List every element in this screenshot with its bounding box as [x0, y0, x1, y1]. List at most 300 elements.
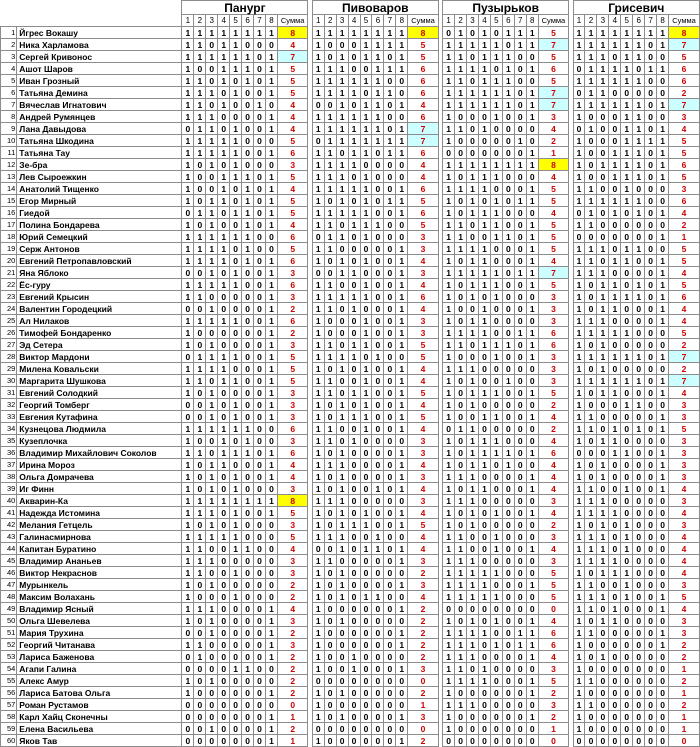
score-cell: 1	[455, 675, 467, 687]
score-cell: 0	[324, 411, 336, 423]
table-row	[1, 735, 700, 747]
score-cell: 1	[621, 399, 633, 411]
score-cell: 0	[182, 651, 194, 663]
score-cell: 0	[254, 651, 266, 663]
score-cell: 0	[526, 315, 538, 327]
score-sum: 2	[669, 87, 700, 99]
score-cell: 0	[597, 723, 609, 735]
table-row	[1, 147, 700, 159]
score-cell: 1	[597, 519, 609, 531]
score-cell: 1	[455, 495, 467, 507]
score-cell: 1	[573, 423, 585, 435]
score-cell: 1	[467, 267, 479, 279]
score-cell: 0	[621, 363, 633, 375]
score-cell: 0	[633, 231, 645, 243]
score-cell: 0	[455, 135, 467, 147]
score-cell: 0	[621, 303, 633, 315]
score-cell: 0	[194, 459, 206, 471]
score-cell: 1	[182, 471, 194, 483]
score-cell: 1	[443, 327, 455, 339]
score-cell: 1	[490, 591, 502, 603]
score-cell: 0	[254, 75, 266, 87]
score-cell: 1	[182, 255, 194, 267]
score-cell: 1	[573, 195, 585, 207]
score-cell: 1	[455, 639, 467, 651]
score-cell: 0	[230, 303, 242, 315]
score-cell: 1	[467, 255, 479, 267]
score-cell: 0	[597, 135, 609, 147]
score-cell: 1	[194, 315, 206, 327]
score-cell: 0	[514, 483, 526, 495]
score-cell: 0	[609, 687, 621, 699]
score-cell: 0	[514, 99, 526, 111]
score-cell: 0	[348, 555, 360, 567]
score-cell: 0	[645, 483, 657, 495]
score-cell: 1	[324, 435, 336, 447]
score-cell: 0	[490, 735, 502, 747]
table-row	[1, 387, 700, 399]
score-cell: 1	[443, 459, 455, 471]
score-cell: 0	[336, 219, 348, 231]
score-cell: 0	[478, 195, 490, 207]
score-cell: 0	[384, 615, 396, 627]
score-cell: 1	[312, 471, 324, 483]
score-cell: 0	[242, 555, 254, 567]
score-cell: 1	[336, 687, 348, 699]
score-cell: 1	[633, 75, 645, 87]
score-cell: 1	[230, 171, 242, 183]
score-cell: 1	[657, 627, 669, 639]
score-cell: 1	[455, 123, 467, 135]
score-cell: 1	[597, 651, 609, 663]
score-cell: 0	[230, 99, 242, 111]
score-cell: 1	[633, 351, 645, 363]
score-cell: 1	[266, 351, 278, 363]
score-cell: 1	[585, 87, 597, 99]
score-cell: 1	[230, 663, 242, 675]
score-cell: 0	[348, 363, 360, 375]
score-cell: 1	[467, 195, 479, 207]
row-number: 46	[1, 567, 17, 579]
score-sum: 2	[408, 615, 439, 627]
score-cell: 1	[312, 615, 324, 627]
score-cell: 1	[336, 291, 348, 303]
score-cell: 0	[206, 651, 218, 663]
score-cell: 0	[657, 651, 669, 663]
score-cell: 1	[467, 243, 479, 255]
score-sum: 6	[538, 63, 569, 75]
score-cell: 0	[312, 231, 324, 243]
score-cell: 0	[490, 603, 502, 615]
score-cell: 0	[609, 411, 621, 423]
table-row	[1, 171, 700, 183]
score-sum: 4	[408, 363, 439, 375]
score-cell: 0	[218, 291, 230, 303]
score-cell: 1	[526, 63, 538, 75]
score-sum: 7	[277, 51, 307, 63]
score-cell: 0	[242, 735, 254, 747]
score-cell: 1	[230, 135, 242, 147]
score-cell: 1	[360, 423, 372, 435]
score-sum: 5	[538, 183, 569, 195]
score-cell: 1	[312, 327, 324, 339]
score-cell: 1	[182, 39, 194, 51]
score-cell: 1	[254, 27, 266, 39]
row-number: 18	[1, 231, 17, 243]
table-row	[1, 87, 700, 99]
score-cell: 0	[585, 231, 597, 243]
score-cell: 0	[230, 615, 242, 627]
score-cell: 0	[384, 123, 396, 135]
score-cell: 1	[573, 687, 585, 699]
score-cell: 0	[218, 675, 230, 687]
score-cell: 0	[645, 519, 657, 531]
score-cell: 0	[455, 387, 467, 399]
score-cell: 1	[206, 495, 218, 507]
score-cell: 0	[514, 87, 526, 99]
score-cell: 0	[384, 471, 396, 483]
participant-name: Мурынкель	[17, 579, 182, 591]
score-cell: 0	[324, 39, 336, 51]
score-sum: 5	[669, 243, 700, 255]
table-row	[1, 63, 700, 75]
score-cell: 0	[621, 219, 633, 231]
score-cell: 0	[633, 531, 645, 543]
score-cell: 1	[443, 579, 455, 591]
score-cell: 0	[324, 99, 336, 111]
participant-name: Алекс Амур	[17, 675, 182, 687]
score-cell: 0	[242, 123, 254, 135]
score-cell: 0	[502, 291, 514, 303]
score-cell: 0	[372, 267, 384, 279]
score-cell: 0	[384, 255, 396, 267]
score-cell: 0	[324, 51, 336, 63]
score-cell: 1	[514, 639, 526, 651]
score-cell: 1	[336, 579, 348, 591]
score-sum: 2	[538, 399, 569, 411]
score-cell: 0	[514, 567, 526, 579]
score-cell: 0	[254, 603, 266, 615]
score-cell: 0	[490, 399, 502, 411]
score-cell: 0	[254, 615, 266, 627]
score-cell: 1	[396, 195, 408, 207]
score-cell: 0	[645, 255, 657, 267]
score-cell: 1	[266, 291, 278, 303]
score-cell: 0	[218, 339, 230, 351]
score-cell: 0	[633, 735, 645, 747]
score-cell: 0	[609, 579, 621, 591]
participant-name: Надежда Истомина	[17, 507, 182, 519]
score-cell: 1	[443, 639, 455, 651]
table-row	[1, 447, 700, 459]
score-sum: 8	[538, 159, 569, 171]
score-sum: 6	[669, 159, 700, 171]
score-cell: 1	[455, 243, 467, 255]
score-cell: 0	[621, 627, 633, 639]
score-cell: 0	[621, 459, 633, 471]
score-cell: 1	[324, 351, 336, 363]
score-cell: 1	[324, 243, 336, 255]
score-cell: 0	[218, 651, 230, 663]
score-sum: 8	[277, 27, 307, 39]
score-cell: 1	[657, 135, 669, 147]
table-row	[1, 471, 700, 483]
score-cell: 0	[526, 567, 538, 579]
score-cell: 0	[218, 519, 230, 531]
score-cell: 1	[633, 171, 645, 183]
column-header: 2	[194, 15, 206, 27]
score-cell: 0	[360, 651, 372, 663]
row-number: 17	[1, 219, 17, 231]
score-sum: 8	[669, 27, 700, 39]
participant-name: Евгения Кутафина	[17, 411, 182, 423]
score-cell: 0	[360, 63, 372, 75]
score-cell: 0	[348, 447, 360, 459]
row-number: 60	[1, 735, 17, 747]
participant-name: Татьяна Шкодина	[17, 135, 182, 147]
score-cell: 0	[242, 627, 254, 639]
score-cell: 0	[218, 471, 230, 483]
score-cell: 1	[372, 135, 384, 147]
score-cell: 1	[396, 291, 408, 303]
score-sum: 5	[277, 75, 307, 87]
score-sum: 3	[277, 387, 307, 399]
score-cell: 1	[621, 291, 633, 303]
score-cell: 1	[324, 231, 336, 243]
score-cell: 0	[348, 255, 360, 267]
score-cell: 0	[396, 351, 408, 363]
score-cell: 0	[645, 123, 657, 135]
score-cell: 1	[336, 75, 348, 87]
score-cell: 1	[312, 495, 324, 507]
score-cell: 0	[254, 435, 266, 447]
score-cell: 0	[502, 723, 514, 735]
score-cell: 1	[348, 411, 360, 423]
score-cell: 0	[396, 495, 408, 507]
score-cell: 0	[657, 531, 669, 543]
table-row	[1, 651, 700, 663]
score-cell: 0	[384, 579, 396, 591]
score-sum: 1	[538, 147, 569, 159]
score-cell: 1	[348, 147, 360, 159]
score-cell: 0	[372, 291, 384, 303]
score-cell: 1	[396, 339, 408, 351]
score-cell: 1	[621, 447, 633, 459]
score-cell: 1	[312, 279, 324, 291]
score-cell: 1	[526, 483, 538, 495]
score-cell: 1	[230, 495, 242, 507]
score-cell: 1	[336, 87, 348, 99]
score-cell: 1	[336, 195, 348, 207]
score-cell: 1	[657, 267, 669, 279]
score-cell: 0	[455, 735, 467, 747]
score-cell: 0	[657, 111, 669, 123]
score-cell: 0	[372, 603, 384, 615]
score-cell: 1	[443, 591, 455, 603]
score-cell: 0	[514, 183, 526, 195]
participant-name: Капитан Буратино	[17, 543, 182, 555]
score-cell: 1	[597, 99, 609, 111]
score-cell: 0	[324, 675, 336, 687]
score-cell: 1	[573, 483, 585, 495]
score-cell: 0	[194, 483, 206, 495]
table-row	[1, 435, 700, 447]
score-cell: 0	[585, 339, 597, 351]
score-cell: 0	[455, 303, 467, 315]
score-cell: 0	[657, 615, 669, 627]
score-cell: 1	[230, 51, 242, 63]
table-row	[1, 723, 700, 735]
table-row	[1, 627, 700, 639]
score-cell: 0	[230, 579, 242, 591]
score-cell: 1	[372, 219, 384, 231]
score-cell: 0	[206, 75, 218, 87]
score-cell: 0	[467, 51, 479, 63]
participant-name: Иван Грозный	[17, 75, 182, 87]
score-cell: 1	[573, 723, 585, 735]
score-cell: 1	[467, 627, 479, 639]
score-cell: 0	[348, 603, 360, 615]
score-cell: 1	[348, 351, 360, 363]
score-cell: 1	[573, 387, 585, 399]
score-cell: 1	[396, 27, 408, 39]
participant-name: Зе-бра	[17, 159, 182, 171]
score-cell: 1	[478, 63, 490, 75]
score-cell: 1	[609, 27, 621, 39]
score-cell: 0	[514, 255, 526, 267]
score-cell: 1	[597, 39, 609, 51]
score-cell: 0	[360, 555, 372, 567]
score-cell: 1	[266, 75, 278, 87]
score-sum: 4	[408, 543, 439, 555]
score-sum: 5	[669, 135, 700, 147]
score-cell: 0	[266, 555, 278, 567]
score-cell: 0	[384, 483, 396, 495]
score-cell: 0	[242, 591, 254, 603]
score-cell: 1	[312, 75, 324, 87]
row-number: 7	[1, 99, 17, 111]
score-cell: 0	[657, 723, 669, 735]
score-cell: 1	[324, 531, 336, 543]
score-cell: 0	[526, 423, 538, 435]
score-cell: 0	[194, 183, 206, 195]
score-cell: 0	[657, 687, 669, 699]
score-cell: 1	[324, 291, 336, 303]
score-cell: 1	[490, 267, 502, 279]
score-cell: 1	[182, 27, 194, 39]
score-cell: 0	[182, 723, 194, 735]
score-cell: 0	[336, 147, 348, 159]
column-header: 8	[396, 15, 408, 27]
score-cell: 1	[384, 195, 396, 207]
score-cell: 0	[609, 183, 621, 195]
score-cell: 0	[478, 471, 490, 483]
score-cell: 0	[372, 447, 384, 459]
score-cell: 0	[182, 735, 194, 747]
score-cell: 1	[467, 291, 479, 303]
score-cell: 1	[478, 27, 490, 39]
score-cell: 0	[490, 135, 502, 147]
score-cell: 0	[206, 435, 218, 447]
score-cell: 0	[182, 207, 194, 219]
score-cell: 1	[336, 255, 348, 267]
score-cell: 1	[657, 387, 669, 399]
score-cell: 1	[478, 327, 490, 339]
score-sum: 4	[277, 219, 307, 231]
score-cell: 0	[182, 123, 194, 135]
score-cell: 0	[242, 459, 254, 471]
score-cell: 0	[585, 735, 597, 747]
score-cell: 1	[585, 411, 597, 423]
score-cell: 0	[396, 75, 408, 87]
score-cell: 1	[585, 531, 597, 543]
score-cell: 1	[396, 579, 408, 591]
score-cell: 0	[490, 423, 502, 435]
score-cell: 0	[254, 375, 266, 387]
score-cell: 1	[336, 183, 348, 195]
score-cell: 1	[312, 147, 324, 159]
score-sum: 4	[408, 483, 439, 495]
score-cell: 0	[230, 75, 242, 87]
score-cell: 0	[372, 459, 384, 471]
score-cell: 1	[218, 459, 230, 471]
score-cell: 1	[467, 555, 479, 567]
score-cell: 0	[242, 363, 254, 375]
score-sum: 5	[669, 591, 700, 603]
column-header: 6	[633, 15, 645, 27]
score-cell: 0	[242, 147, 254, 159]
score-cell: 1	[597, 303, 609, 315]
score-cell: 0	[514, 279, 526, 291]
score-cell: 1	[585, 123, 597, 135]
score-cell: 1	[312, 375, 324, 387]
participant-name: Мария Трухина	[17, 627, 182, 639]
row-number: 2	[1, 39, 17, 51]
score-cell: 1	[597, 363, 609, 375]
sum-header: Сумма	[538, 15, 569, 27]
score-cell: 1	[230, 519, 242, 531]
score-cell: 0	[372, 723, 384, 735]
score-cell: 1	[254, 99, 266, 111]
score-cell: 1	[182, 363, 194, 375]
score-cell: 1	[396, 603, 408, 615]
score-sum: 4	[277, 471, 307, 483]
score-cell: 0	[443, 735, 455, 747]
score-cell: 0	[526, 663, 538, 675]
score-cell: 1	[348, 435, 360, 447]
score-cell: 1	[206, 315, 218, 327]
score-sum: 4	[538, 615, 569, 627]
score-cell: 1	[573, 351, 585, 363]
score-cell: 0	[514, 555, 526, 567]
score-cell: 0	[218, 207, 230, 219]
score-cell: 0	[384, 351, 396, 363]
score-cell: 1	[372, 543, 384, 555]
score-cell: 1	[443, 543, 455, 555]
score-cell: 1	[573, 27, 585, 39]
score-cell: 0	[633, 579, 645, 591]
score-sum: 2	[408, 651, 439, 663]
score-cell: 1	[621, 147, 633, 159]
score-cell: 1	[585, 267, 597, 279]
score-cell: 0	[633, 255, 645, 267]
score-cell: 1	[467, 699, 479, 711]
score-cell: 0	[502, 627, 514, 639]
score-cell: 1	[585, 603, 597, 615]
score-cell: 1	[585, 627, 597, 639]
table-row	[1, 363, 700, 375]
score-cell: 1	[490, 111, 502, 123]
